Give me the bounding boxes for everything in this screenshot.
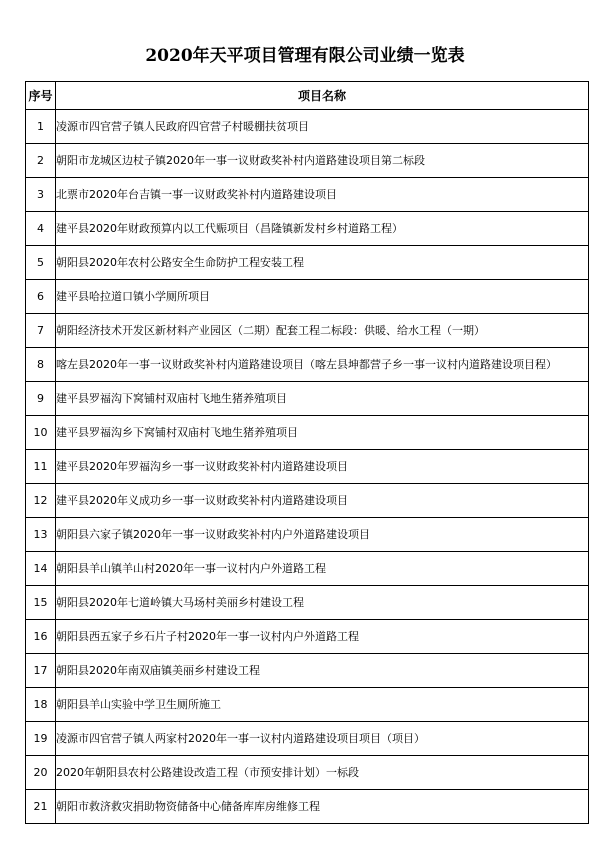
results-table (25, 81, 589, 824)
row-number: 6 (26, 280, 56, 314)
table-row (26, 586, 589, 620)
project-name: 朝阳县2020年七道岭镇大马场村美丽乡村建设工程 (56, 586, 589, 620)
project-name: 朝阳县2020年农村公路安全生命防护工程安装工程 (56, 246, 589, 280)
table-row (26, 178, 589, 212)
table-row (26, 552, 589, 586)
project-name: 朝阳县西五家子乡石片子村2020年一事一议村内户外道路工程 (56, 620, 589, 654)
project-name: 朝阳市龙城区边杖子镇2020年一事一议财政奖补村内道路建设项目第二标段 (56, 144, 589, 178)
project-name: 喀左县2020年一事一议财政奖补村内道路建设项目（喀左县坤都营子乡一事一议村内道路建设项目程） (56, 348, 589, 382)
row-number: 11 (26, 450, 56, 484)
table-header-row (26, 82, 589, 110)
project-name: 朝阳县羊山镇羊山村2020年一事一议村内户外道路工程 (56, 552, 589, 586)
row-number: 19 (26, 722, 56, 756)
table-row (26, 144, 589, 178)
row-number: 14 (26, 552, 56, 586)
table-row (26, 416, 589, 450)
table-row (26, 722, 589, 756)
row-number: 1 (26, 110, 56, 144)
table-row (26, 110, 589, 144)
row-number: 15 (26, 586, 56, 620)
table-row (26, 518, 589, 552)
row-number: 18 (26, 688, 56, 722)
project-name: 朝阳市救济救灾捐助物资储备中心储备库库房维修工程 (56, 790, 589, 824)
table-body (26, 110, 589, 824)
header-index: 序号 (26, 82, 56, 110)
table-row (26, 484, 589, 518)
page-title: 2020年天平项目管理有限公司业绩一览表 (145, 46, 465, 66)
row-number: 5 (26, 246, 56, 280)
table-row (26, 314, 589, 348)
project-name: 凌源市四官营子镇人两家村2020年一事一议村内道路建设项目项目（项目） (56, 722, 589, 756)
row-number: 8 (26, 348, 56, 382)
table-row (26, 620, 589, 654)
table-row (26, 348, 589, 382)
table-row (26, 790, 589, 824)
project-name: 朝阳县六家子镇2020年一事一议财政奖补村内户外道路建设项目 (56, 518, 589, 552)
row-number: 21 (26, 790, 56, 824)
table-row (26, 450, 589, 484)
project-name: 朝阳县2020年南双庙镇美丽乡村建设工程 (56, 654, 589, 688)
row-number: 12 (26, 484, 56, 518)
row-number: 17 (26, 654, 56, 688)
header-name: 项目名称 (56, 82, 589, 110)
table-row (26, 280, 589, 314)
project-name: 2020年朝阳县农村公路建设改造工程（市预安排计划）一标段 (56, 756, 589, 790)
project-name: 建平县2020年财政预算内以工代赈项目（昌隆镇新发村乡村道路工程） (56, 212, 589, 246)
row-number: 13 (26, 518, 56, 552)
project-name: 北票市2020年台吉镇一事一议财政奖补村内道路建设项目 (56, 178, 589, 212)
project-name: 凌源市四官营子镇人民政府四官营子村暖棚扶贫项目 (56, 110, 589, 144)
row-number: 7 (26, 314, 56, 348)
project-name: 建平县哈拉道口镇小学厕所项目 (56, 280, 589, 314)
table-row (26, 654, 589, 688)
row-number: 3 (26, 178, 56, 212)
row-number: 2 (26, 144, 56, 178)
project-name: 建平县2020年罗福沟乡一事一议财政奖补村内道路建设项目 (56, 450, 589, 484)
row-number: 10 (26, 416, 56, 450)
project-name: 建平县罗福沟下窝铺村双庙村飞地生猪养殖项目 (56, 382, 589, 416)
row-number: 16 (26, 620, 56, 654)
project-name: 建平县2020年义成功乡一事一议财政奖补村内道路建设项目 (56, 484, 589, 518)
row-number: 9 (26, 382, 56, 416)
project-name: 朝阳经济技术开发区新材料产业园区（二期）配套工程二标段：供暖、给水工程（一期） (56, 314, 589, 348)
table-row (26, 382, 589, 416)
table-row (26, 756, 589, 790)
project-name: 建平县罗福沟乡下窝铺村双庙村飞地生猪养殖项目 (56, 416, 589, 450)
project-name: 朝阳县羊山实验中学卫生厕所施工 (56, 688, 589, 722)
row-number: 20 (26, 756, 56, 790)
table-row (26, 212, 589, 246)
table-row (26, 688, 589, 722)
table-row (26, 246, 589, 280)
row-number: 4 (26, 212, 56, 246)
